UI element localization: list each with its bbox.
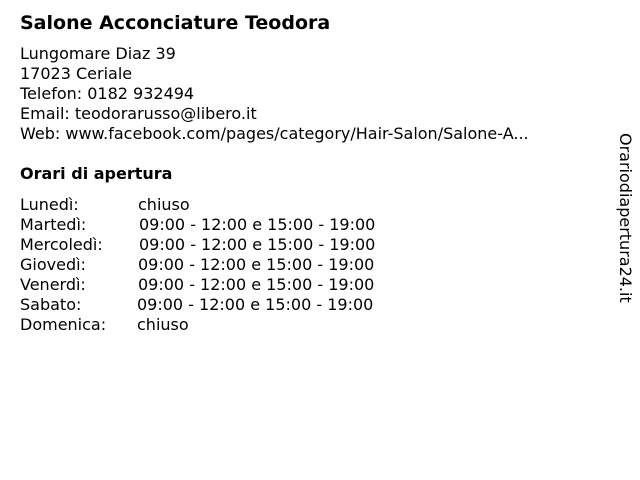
opening-hours-heading: Orari di apertura	[20, 164, 173, 183]
site-watermark: Orariodiapertura24.it	[616, 133, 635, 303]
day-label: Domenica:	[20, 315, 107, 334]
website-link[interactable]: Web: www.facebook.com/pages/category/Hair-Salon/Salone-A...	[20, 124, 529, 143]
day-hours: 09:00 - 12:00 e 15:00 - 19:00	[138, 255, 375, 274]
contact-info	[20, 44, 529, 144]
street-address: Lungomare Diaz 39	[20, 44, 176, 63]
day-hours: 09:00 - 12:00 e 15:00 - 19:00	[139, 235, 376, 254]
day-label: Sabato:	[20, 295, 82, 314]
day-label: Martedì:	[20, 215, 87, 234]
postal-city: 17023 Ceriale	[20, 64, 133, 83]
day-label: Mercoledì:	[20, 235, 103, 254]
day-label: Lunedì:	[20, 195, 79, 214]
day-hours: 09:00 - 12:00 e 15:00 - 19:00	[137, 295, 374, 314]
day-hours: 09:00 - 12:00 e 15:00 - 19:00	[138, 275, 375, 294]
day-hours: 09:00 - 12:00 e 15:00 - 19:00	[139, 215, 376, 234]
day-label: Venerdì:	[20, 275, 86, 294]
email-address[interactable]: Email: teodorarusso@libero.it	[20, 104, 257, 123]
day-label: Giovedì:	[20, 255, 86, 274]
phone-number: Telefon: 0182 932494	[20, 84, 195, 103]
day-hours: chiuso	[138, 195, 190, 214]
day-hours: chiuso	[137, 315, 189, 334]
business-name: Salone Acconciature Teodora	[20, 12, 331, 34]
